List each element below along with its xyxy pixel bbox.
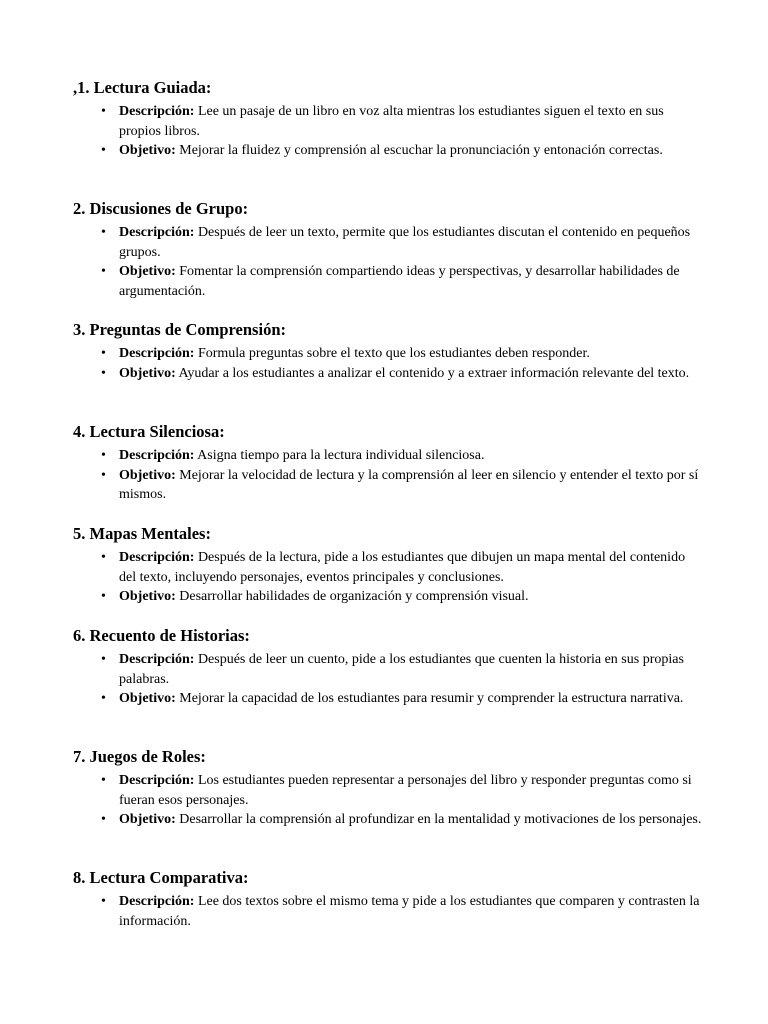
list-item — [73, 223, 703, 262]
item-text: Mejorar la fluidez y comprensión al escuchar la pronunciación y entonación correctas. — [179, 143, 663, 158]
bullet-icon: • — [101, 143, 106, 158]
item-text: Lee dos textos sobre el mismo tema y pide a los estudiantes que comparen y contrasten la información. — [119, 894, 700, 929]
item-text: Mejorar la velocidad de lectura y la comprensión al leer en silencio y entender el texto por sí mismos. — [119, 467, 699, 502]
section-lectura-silenciosa — [73, 422, 703, 505]
list-item — [73, 587, 703, 607]
list-item — [73, 771, 703, 810]
list-item — [73, 141, 703, 161]
section-heading: 8. Lectura Comparativa: — [73, 868, 249, 887]
bullet-icon: • — [101, 773, 106, 788]
item-label: Objetivo: — [119, 143, 176, 158]
item-text: Los estudiantes pueden representar a personajes del libro y responder preguntas como si fueran esos personajes. — [119, 773, 692, 808]
bullet-list — [73, 548, 703, 607]
item-label: Descripción: — [119, 773, 195, 788]
bullet-list — [73, 223, 703, 301]
section-heading: 3. Preguntas de Comprensión: — [73, 320, 286, 339]
bullet-list — [73, 102, 703, 161]
section-juegos-de-roles — [73, 747, 703, 830]
list-item — [73, 364, 703, 384]
bullet-icon: • — [101, 550, 106, 565]
item-text: Mejorar la capacidad de los estudiantes para resumir y comprender la estructura narrativa. — [179, 691, 684, 706]
bullet-icon: • — [101, 589, 106, 604]
item-label: Objetivo: — [119, 365, 176, 381]
list-item — [73, 262, 703, 301]
section-heading: 2. Discusiones de Grupo: — [73, 199, 249, 218]
bullet-icon: • — [101, 346, 106, 361]
item-label: Objetivo: — [119, 467, 176, 483]
item-label: Descripción: — [119, 894, 195, 909]
list-item — [73, 892, 703, 931]
section-lectura-guiada — [73, 78, 703, 161]
bullet-list — [73, 650, 703, 709]
bullet-list — [73, 344, 703, 383]
item-text: Lee un pasaje de un libro en voz alta mientras los estudiantes siguen el texto en sus propios libros. — [119, 104, 664, 139]
section-recuento-de-historias — [73, 626, 703, 709]
bullet-list — [73, 771, 703, 830]
bullet-icon: • — [101, 264, 106, 279]
item-text: Asigna tiempo para la lectura individual silenciosa. — [197, 448, 485, 463]
item-label: Descripción: — [119, 448, 195, 463]
bullet-icon: • — [101, 894, 106, 909]
list-item — [73, 548, 703, 587]
section-heading: 5. Mapas Mentales: — [73, 524, 211, 543]
section-heading: 7. Juegos de Roles: — [73, 747, 206, 766]
list-item — [73, 689, 703, 709]
list-item — [73, 446, 703, 466]
item-text: Ayudar a los estudiantes a analizar el contenido y a extraer información relevante del texto. — [178, 365, 690, 381]
item-label: Descripción: — [119, 652, 195, 667]
list-item — [73, 466, 703, 505]
item-text: Fomentar la comprensión compartiendo ideas y perspectivas, y desarrollar habilidades de argumentación. — [119, 264, 680, 299]
bullet-icon: • — [101, 812, 106, 827]
section-heading: 6. Recuento de Historias: — [73, 626, 250, 645]
bullet-icon: • — [101, 448, 106, 463]
bullet-icon: • — [101, 467, 106, 483]
item-label: Descripción: — [119, 104, 195, 119]
item-text: Después de leer un cuento, pide a los estudiantes que cuenten la historia en sus propias palabras. — [119, 652, 684, 687]
item-label: Descripción: — [119, 346, 195, 361]
list-item — [73, 344, 703, 364]
bullet-icon: • — [101, 365, 106, 381]
list-item — [73, 102, 703, 141]
bullet-icon: • — [101, 225, 106, 240]
bullet-icon: • — [101, 104, 106, 119]
item-text: Después de la lectura, pide a los estudiantes que dibujen un mapa mental del contenido del texto, incluyendo personajes, eventos principales y conclusiones. — [119, 550, 686, 585]
section-preguntas-de-comprension — [73, 320, 703, 383]
item-label: Descripción: — [119, 550, 195, 565]
list-item — [73, 650, 703, 689]
item-label: Objetivo: — [119, 691, 176, 706]
item-text: Desarrollar habilidades de organización y comprensión visual. — [179, 589, 529, 604]
item-label: Objetivo: — [119, 589, 176, 604]
section-lectura-comparativa — [73, 868, 703, 931]
section-heading: 4. Lectura Silenciosa: — [73, 422, 225, 441]
item-label: Descripción: — [119, 225, 195, 240]
section-heading: ,1. Lectura Guiada: — [73, 78, 212, 97]
bullet-icon: • — [101, 652, 106, 667]
bullet-icon: • — [101, 691, 106, 706]
bullet-list — [73, 446, 703, 505]
item-text: Formula preguntas sobre el texto que los estudiantes deben responder. — [197, 346, 590, 361]
bullet-list — [73, 892, 703, 931]
section-mapas-mentales — [73, 524, 703, 607]
section-discusiones-de-grupo — [73, 199, 703, 301]
item-label: Objetivo: — [119, 812, 176, 827]
item-text: Después de leer un texto, permite que los estudiantes discutan el contenido en pequeños grupos. — [119, 225, 691, 260]
item-label: Objetivo: — [119, 264, 176, 279]
list-item — [73, 810, 703, 830]
item-text: Desarrollar la comprensión al profundizar en la mentalidad y motivaciones de los personajes. — [179, 812, 702, 827]
